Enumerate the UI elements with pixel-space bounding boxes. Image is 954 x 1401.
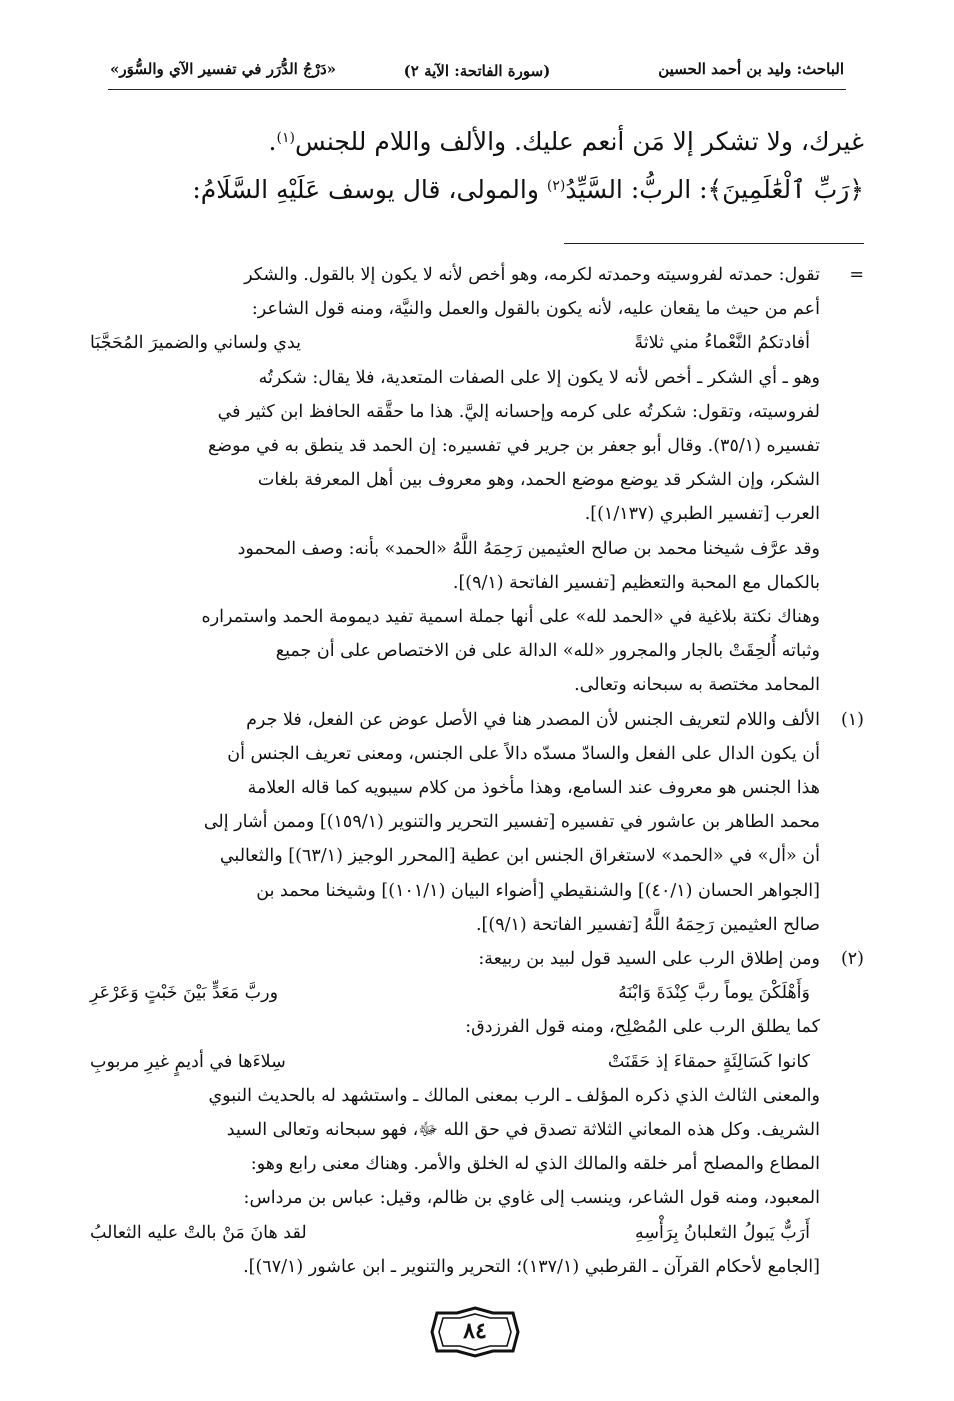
footnote-line: ومن إطلاق الرب على السيد قول لبيد بن ربيعة: — [478, 949, 820, 970]
main-line-end: . — [268, 127, 277, 156]
footnote-2 — [90, 942, 864, 1284]
footnote-1 — [90, 703, 864, 942]
running-header-surah: (سورة الفاتحة: الآية ٢) — [403, 62, 551, 80]
footnote-line: وهو ـ أي الشكر ـ أخص لأنه لا يكون إلا على الصفات المتعدية، فلا يقال: شكرتُه — [258, 367, 820, 388]
page-number: ٨٤ — [463, 1318, 487, 1344]
footnote-ref-2: (٢) — [546, 178, 566, 194]
poetry-verse — [90, 1216, 820, 1250]
verse-second-hemistich: يدي ولساني والضميرَ المُحَجَّبَا — [90, 333, 302, 354]
footnote-ref-1: (١) — [276, 130, 295, 146]
continuation-marker: = — [849, 265, 864, 285]
footnote-number: (١) — [840, 709, 864, 730]
footnote-line: أن يكون الدال على الفعل والسادّ مسدّه دالاً على الجنس، ومعنى تعريف الجنس أن — [227, 743, 820, 764]
footnote-line: المعبود، ومنه قول الشاعر، وينسب إلى غاوي بن ظالم، وقيل: عباس بن مرداس: — [243, 1188, 820, 1209]
footnote-line: وقد عرَّف شيخنا محمد بن صالح العثيمين رَحِمَهُ اللَّهُ «الحمد» بأنه: وصف المحمود — [237, 538, 820, 559]
main-text — [90, 118, 864, 214]
verse-first-hemistich: أفادتكمُ النَّعْماءُ مني ثلاثةً — [634, 333, 810, 354]
verse-first-hemistich: كانوا كَسَالِئَةٍ حمقاءَ إذ حَقَنَتْ — [607, 1051, 810, 1072]
verse-second-hemistich: لقد هانَ مَنْ بالتْ عليه الثعالبُ — [90, 1222, 307, 1243]
footnote-line: وهناك نكتة بلاغية في «الحمد لله» على أنها جملة اسمية تفيد ديمومة الحمد واستمراره — [201, 607, 820, 628]
footnote-line: صالح العثيمين رَحِمَهُ اللَّهُ [تفسير الفاتحة (٩/١)]. — [475, 914, 820, 935]
footnote-line: الألف واللام لتعريف الجنس لأن المصدر هنا في الأصل عوض عن الفعل، فلا جرم — [246, 709, 820, 730]
verse-second-hemistich: وربَّ مَعَدٍّ بَيْنَ خَبْتٍ وَعَرْعَرِ — [90, 983, 279, 1004]
footnote-line: محمد الطاهر بن عاشور في تفسيره [تفسير التحرير والتنوير (١٥٩/١)] وممن أشار إلى — [203, 812, 820, 833]
footnote-line: أن «أل» في «الحمد» لاستغراق الجنس ابن عطية [المحرر الوجيز (٦٣/١)] والثعالبي — [219, 846, 820, 867]
verse-first-hemistich: وَأَهْلَكْنَ يوماً ربَّ كِنْدَةَ وَابْنَهُ — [618, 983, 810, 1004]
main-line — [90, 166, 864, 214]
footnote-line: الشريف. وكل هذه المعاني الثلاثة تصدق في حق الله ﷻ، فهو سبحانه وتعالى السيد — [226, 1120, 820, 1141]
main-line — [90, 118, 864, 166]
main-line-text: ﴿رَبِّ ٱلْعَٰلَمِينَ﴾: الربُّ: السَّيِّدُ — [565, 175, 864, 204]
footnote-line: بالكمال مع المحبة والتعظيم [تفسير الفاتحة (٩/١)]. — [452, 572, 820, 593]
poetry-verse — [90, 1045, 820, 1079]
footnote-line: لفروسيته، وتقول: شكرتُه على كرمه وإحسانه إليَّ. هذا ما حقَّقه الحافظ ابن كثير في — [217, 401, 820, 422]
footnote-line: [الجواهر الحسان (٤٠/١)] والشنقيطي [أضواء البيان (١٠١/١)] وشيخنا محمد بن — [256, 880, 820, 901]
footnote-line: المحامد مختصة به سبحانه وتعالى. — [574, 675, 820, 696]
header-divider — [108, 89, 846, 90]
footnote-line: أعم من حيث ما يقعان عليه، لأنه يكون بالقول والعمل والنيَّة، ومنه قول الشاعر: — [251, 299, 820, 320]
footnote-line: كما يطلق الرب على المُصْلِح، ومنه قول الفرزدق: — [465, 1017, 820, 1038]
footnote-line: الشكر، وإن الشكر قد يوضع موضع الحمد، وهو معروف بين أهل المعرفة بلغات — [257, 470, 820, 491]
footnote-continuation — [90, 258, 864, 703]
main-line-text: غيرك، ولا تشكر إلا مَن أنعم عليك. والألف واللام للجنس — [294, 127, 864, 156]
footnote-line: العرب [تفسير الطبري (١/١٣٧)]. — [584, 504, 820, 525]
footnote-line: والمعنى الثالث الذي ذكره المؤلف ـ الرب بمعنى المالك ـ واستشهد له بالحديث النبوي — [208, 1085, 820, 1106]
footnotes — [90, 258, 864, 1284]
poetry-verse — [90, 326, 820, 360]
footnote-line: وثباته أُلحِقَتْ بالجار والمجرور «لله» الدالة على فن الاختصاص على أن جميع — [275, 641, 820, 662]
footnote-line: المطاع والمصلح أمر خلقه والمالك الذي له الخلق والأمر. وهناك معنى رابع وهو: — [250, 1154, 820, 1175]
poetry-verse — [90, 976, 820, 1010]
verse-first-hemistich: أَرَبٌّ يَبولُ الثعلبانُ بِرَأْسِهِ — [635, 1222, 810, 1243]
footnote-line: [الجامع لأحكام القرآن ـ القرطبي (١٣٧/١)؛ التحرير والتنوير ـ ابن عاشور (٦٧/١)]. — [243, 1256, 820, 1277]
footnote-line: تقول: حمدته لفروسيته وحمدته لكرمه، وهو أخص لأنه لا يكون إلا بالقول. والشكر — [244, 265, 820, 285]
running-header-author: الباحث: وليد بن أحمد الحسين — [658, 60, 844, 78]
running-header-book-title: «دَرْجُ الدُّرَر في تفسير الآي والسُّوَر» — [110, 60, 337, 78]
main-line-text: والمولى، قال يوسف عَلَيْهِ السَّلَامُ: — [192, 175, 547, 204]
footnote-line: تفسيره (٣٥/١). وقال أبو جعفر بن جرير في تفسيره: إن الحمد قد ينطق به في موضع — [207, 436, 820, 457]
footnote-number: (٢) — [840, 949, 864, 970]
footnote-divider — [564, 243, 864, 244]
footnote-line: هذا الجنس هو معروف عند السامع، وهذا مأخوذ من كلام سيبويه كما قاله العلامة — [247, 778, 820, 799]
verse-second-hemistich: سِلاءَها في أديمٍ غيرِ مربوبِ — [90, 1051, 286, 1072]
